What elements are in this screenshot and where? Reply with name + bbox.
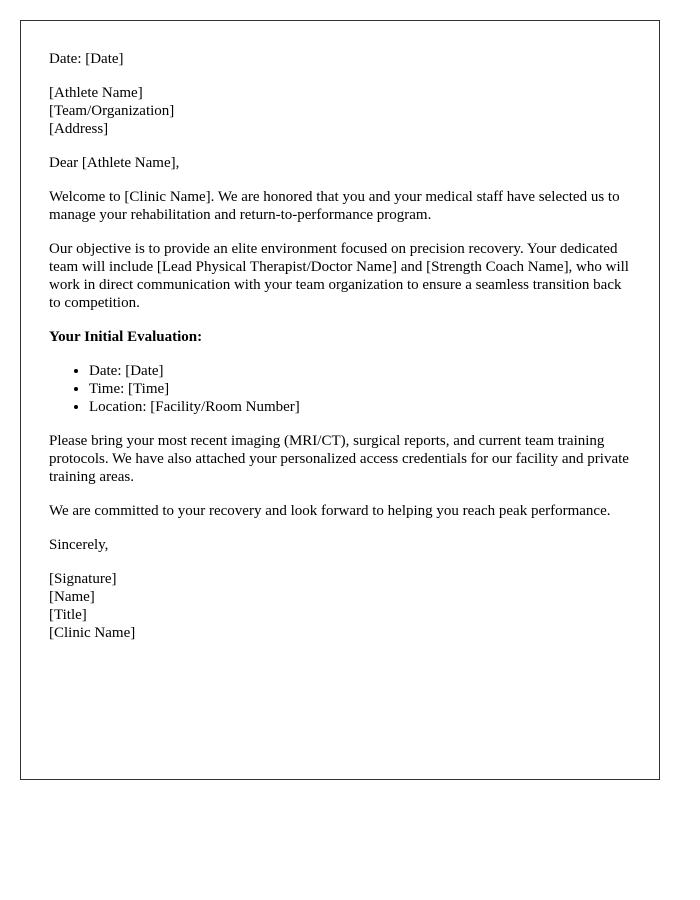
signer-name: [Name] [49, 589, 95, 605]
signature-block [49, 570, 631, 642]
welcome-paragraph: Welcome to [Clinic Name]. We are honored that you and your medical staff have selected us to manage your rehabilitation and return-to-performance program. [49, 189, 620, 223]
objective-paragraph: Our objective is to provide an elite environment focused on precision recovery. Your dedicated team will include [Lead Physical Therapist/Doctor Name] and [Strength Coach Name], who will work in direct communication with your team organization to ensure a seamless transition back to competition. [49, 241, 629, 311]
evaluation-item-date: • Date: [Date] [89, 362, 631, 380]
recipient-address: [Address] [49, 121, 109, 137]
evaluation-item-location: • Location: [Facility/Room Number] [89, 398, 631, 416]
signature-placeholder: [Signature] [49, 571, 117, 587]
salutation: Dear [Athlete Name], [49, 155, 180, 171]
evaluation-heading: Your Initial Evaluation: [49, 329, 203, 345]
commitment-paragraph: We are committed to your recovery and look forward to helping you reach peak performance. [49, 503, 611, 519]
recipient-organization: [Team/Organization] [49, 103, 175, 119]
signer-clinic: [Clinic Name] [49, 625, 136, 641]
recipient-name: [Athlete Name] [49, 85, 143, 101]
instructions-paragraph: Please bring your most recent imaging (MRI/CT), surgical reports, and current team training protocols. We have also attached your personalized access credentials for our facility and private training areas. [49, 433, 629, 485]
signer-title: [Title] [49, 607, 87, 623]
closing: Sincerely, [49, 537, 109, 553]
letter-page [20, 20, 660, 780]
date-line: Date: [Date] [49, 51, 124, 67]
evaluation-item-time: • Time: [Time] [89, 380, 631, 398]
evaluation-list [49, 362, 631, 416]
recipient-block [49, 84, 631, 138]
